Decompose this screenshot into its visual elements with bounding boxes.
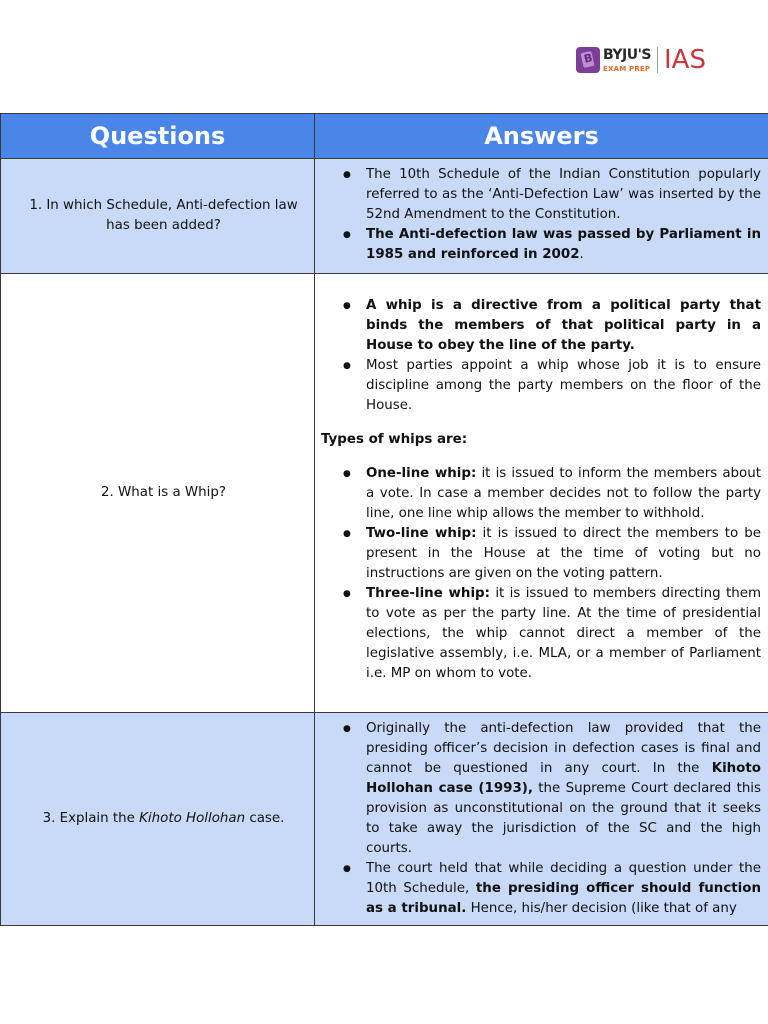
qa-table [0,113,768,926]
question-cell [1,713,315,926]
answer-bold-text: the presiding officer should function as a tribunal. [366,881,761,916]
list-item [321,165,761,225]
question-text: 2. What is a Whip? [101,485,226,500]
question-cell [1,159,315,274]
answer-bold-text: The Anti-defection law was passed by Parliament in 1985 and reinforced in 2002 [366,227,761,262]
answer-list [321,296,761,416]
answer-text: . [579,247,584,262]
list-item [321,464,761,524]
list-item [321,719,761,859]
whip-type-text: it is issued to direct the members to be present in the House at the time of voting but no instructions are given on the voting pattern. [366,526,761,581]
whip-type-name: Two-line whip: [366,526,477,541]
answer-bold-text: A whip is a directive from a political party that binds the members of that political party in a House to obey the line of the party. [366,298,761,353]
question-suffix: case. [245,811,285,826]
whip-type-text: it is issued to inform the members about a vote. In case a member decides not to follow the party line, one line whip allows the member to withhold. [366,466,761,521]
case-name: Kihoto Hollohan [139,811,246,826]
answer-list [321,719,761,919]
answer-cell [315,159,768,274]
list-item [321,225,761,265]
answers-header: Answers [315,114,768,159]
list-item [321,296,761,356]
whip-type-name: One-line whip: [366,466,477,481]
list-item [321,356,761,416]
answer-cell [315,274,768,713]
whip-type-name: Three-line whip: [366,586,490,601]
table-row [1,274,768,713]
byjus-ias-logo [576,44,706,76]
questions-header: Questions [1,114,315,159]
list-item [321,859,761,919]
question-text [43,811,285,826]
answer-text: The court held that while deciding a question under the 10th Schedule, [366,861,761,896]
question-prefix: 3. Explain the [42,811,140,826]
list-item [321,524,761,584]
logo-subtitle: EXAM PREP [603,65,651,73]
logo-text [603,47,651,73]
list-item [321,584,761,684]
answer-text: Originally the anti-defection law provided that the presiding officer’s decision in defection cases is final and cannot be questioned in any court. In the [366,721,761,776]
types-heading: Types of whips are: [321,432,468,447]
whip-type-text: it is issued to members directing them to vote as per the party line. At the time of presidential elections, the whip cannot direct a member of the legislative assembly, i.e. MLA, or a member of Parliament i.e. MP on whom to vote. [366,586,761,681]
table-row [1,159,768,274]
answer-list [321,165,761,265]
table-header-row [1,114,768,159]
table-row [1,713,768,926]
answer-text: Hence, his/her decision (like that of any [466,901,737,916]
logo-divider [657,47,658,73]
whip-types-list [321,464,761,684]
question-text: 1. In which Schedule, Anti-defection law has been added? [29,198,298,233]
byjus-logo-icon [576,47,600,73]
answer-text: Most parties appoint a whip whose job it is to ensure discipline among the party members on the floor of the House. [366,358,761,413]
question-cell [1,274,315,713]
logo-ias: IAS [664,45,706,75]
answer-bold-text: Kihoto Hollohan case (1993), [366,761,761,796]
logo-brand: BYJU'S [603,47,651,63]
answer-cell [315,713,768,926]
answer-text: the Supreme Court declared this provision as unconstitutional on the ground that it seeks to take away the jurisdiction of the SC and the high courts. [366,781,762,856]
answer-text: The 10th Schedule of the Indian Constitution popularly referred to as the ‘Anti-Defection Law’ was inserted by the 52nd Amendment to the Constitution. [366,167,761,222]
